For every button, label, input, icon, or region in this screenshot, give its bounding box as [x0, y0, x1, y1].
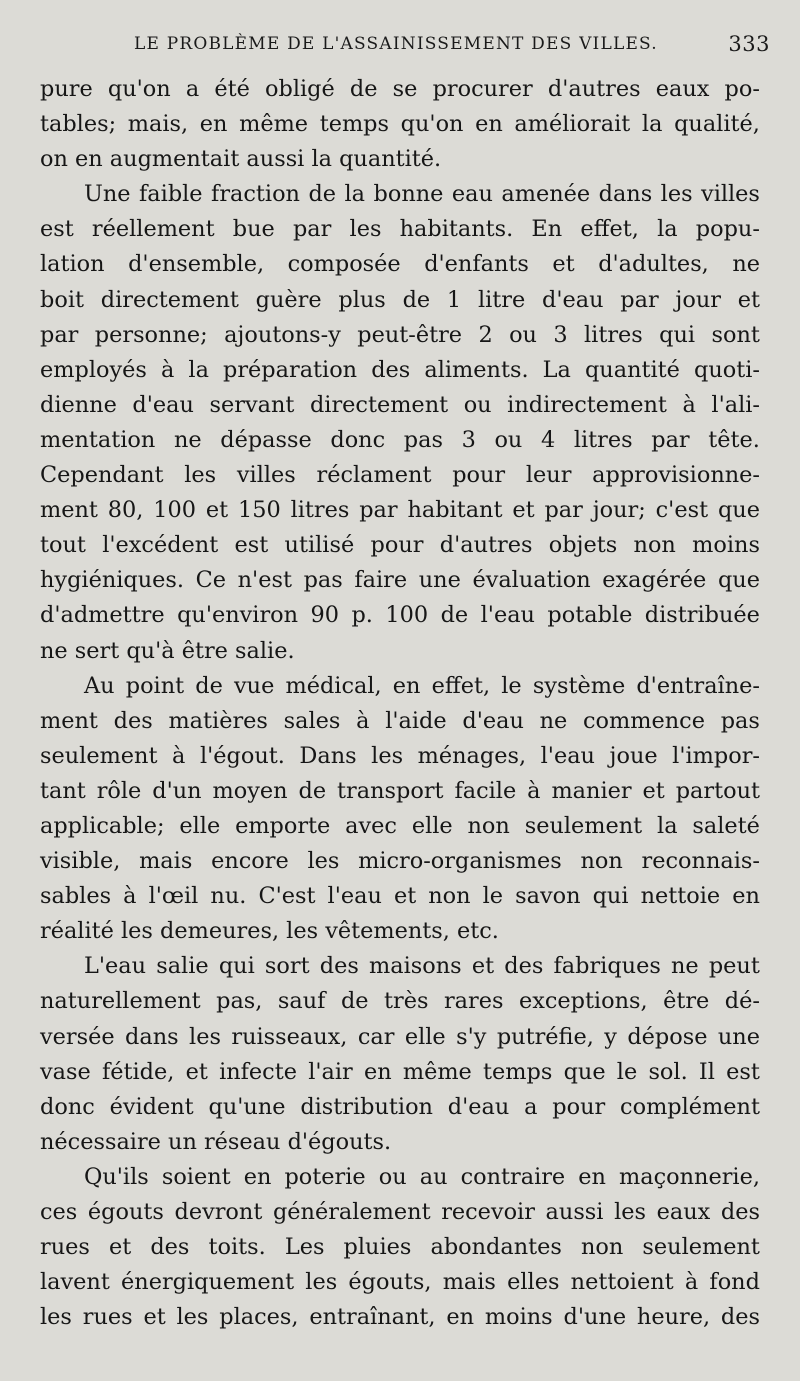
page-number: 333 [728, 32, 770, 56]
text-line: vase fétide, et infecte l'air en même temps que le sol. Il est [40, 1058, 760, 1085]
paragraph [40, 72, 760, 177]
text-line: sables à l'œil nu. C'est l'eau et non le savon qui nettoie en [40, 883, 760, 910]
text-line: lavent énergiquement les égouts, mais elles nettoient à fond [40, 1269, 760, 1296]
running-title: LE PROBLÈME DE L'ASSAINISSEMENT DES VILLES. [134, 34, 658, 54]
text-line: les rues et les places, entraînant, en moins d'une heure, des [40, 1304, 760, 1331]
text-line: ces égouts devront généralement recevoir aussi les eaux des [40, 1199, 760, 1225]
text-line: versée dans les ruisseaux, car elle s'y putréfie, y dépose une [40, 1023, 760, 1050]
text-line: ment 80, 100 et 150 litres par habitant et par jour; c'est que [40, 497, 760, 524]
paragraph [40, 1160, 760, 1335]
text-line: Cependant les villes réclament pour leur approvisionne- [40, 462, 760, 489]
text-line: pure qu'on a été obligé de se procurer d'autres eaux po- [40, 76, 760, 102]
page-header [0, 34, 800, 64]
text-line: hygiéniques. Ce n'est pas faire une évaluation exagérée que [40, 567, 760, 594]
text-line: on en augmentait aussi la quantité. [40, 146, 442, 173]
text-line: tant rôle d'un moyen de transport facile à manier et partout [40, 777, 760, 804]
text-line: seulement à l'égout. Dans les ménages, l'eau joue l'impor- [40, 742, 760, 769]
body-text [40, 72, 760, 1335]
text-line: mentation ne dépasse donc pas 3 ou 4 litres par tête. [40, 426, 760, 453]
text-line: tout l'excédent est utilisé pour d'autres objets non moins [40, 532, 760, 559]
text-line: visible, mais encore les micro-organismes non reconnais- [40, 848, 760, 875]
text-line: dienne d'eau servant directement ou indirectement à l'ali- [40, 391, 760, 418]
text-line: ment des matières sales à l'aide d'eau ne commence pas [40, 707, 760, 734]
paragraph [40, 669, 760, 950]
text-line: est réellement bue par les habitants. En effet, la popu- [40, 216, 760, 243]
text-line: tables; mais, en même temps qu'on en améliorait la qualité, [40, 111, 760, 138]
text-line: par personne; ajoutons-y peut-être 2 ou 3 litres qui sont [40, 321, 760, 348]
paragraph [40, 177, 760, 668]
text-line: Au point de vue médical, en effet, le système d'entraîne- [84, 672, 760, 699]
text-line: applicable; elle emporte avec elle non seulement la saleté [40, 812, 760, 839]
text-line: Qu'ils soient en poterie ou au contraire en maçonnerie, [84, 1163, 760, 1190]
text-line: réalité les demeures, les vêtements, etc. [40, 918, 499, 945]
text-line: lation d'ensemble, composée d'enfants et d'adultes, ne [40, 251, 760, 278]
text-line: nécessaire un réseau d'égouts. [40, 1128, 392, 1155]
text-line: ne sert qu'à être salie. [40, 637, 295, 664]
text-line: naturellement pas, sauf de très rares exceptions, être dé- [40, 988, 760, 1015]
text-line: rues et des toits. Les pluies abondantes non seulement [40, 1234, 760, 1261]
text-line: employés à la préparation des aliments. La quantité quoti- [40, 356, 760, 383]
text-line: donc évident qu'une distribution d'eau a pour complément [40, 1093, 760, 1120]
text-line: Une faible fraction de la bonne eau amenée dans les villes [84, 181, 760, 208]
text-line: L'eau salie qui sort des maisons et des fabriques ne peut [84, 953, 760, 980]
text-line: boit directement guère plus de 1 litre d'eau par jour et [40, 286, 760, 313]
text-line: d'admettre qu'environ 90 p. 100 de l'eau potable distribuée [40, 602, 760, 629]
paragraph [40, 949, 760, 1160]
